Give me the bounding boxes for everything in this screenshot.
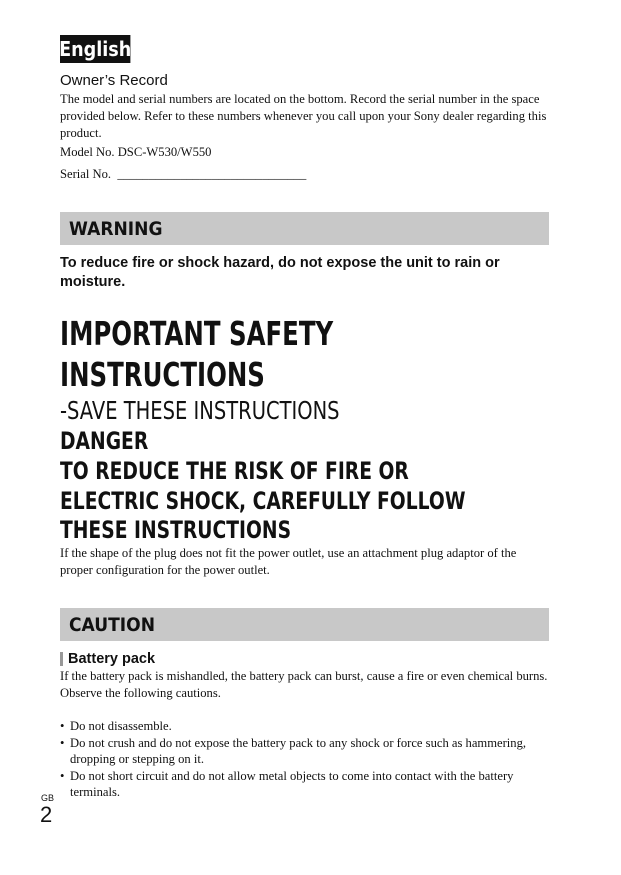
list-item [60, 718, 550, 735]
list-item-text: Do not disassemble. [70, 719, 172, 733]
danger-heading: DANGER [60, 427, 149, 455]
reduce-risk-line-1: TO REDUCE THE RISK OF FIRE OR [60, 457, 409, 485]
list-item [60, 768, 550, 801]
section-marker-bar [60, 652, 63, 666]
save-instructions-line: -SAVE THESE INSTRUCTIONS [60, 396, 340, 425]
warning-heading-band [60, 212, 549, 245]
reduce-risk-line-2: ELECTRIC SHOCK, CAREFULLY FOLLOW [60, 487, 466, 515]
owners-record-title: Owner’s Record [60, 72, 168, 89]
warning-text: To reduce fire or shock hazard, do not expose the unit to rain or moisture. [60, 255, 500, 290]
reduce-risk-line-3: THESE INSTRUCTIONS [60, 516, 292, 544]
list-item [60, 735, 550, 768]
battery-cautions-list [60, 718, 550, 801]
battery-pack-body: If the battery pack is mishandled, the battery pack can burst, cause a fire or even chemical burns. Observe the following cautions. [60, 669, 548, 700]
region-label: GB [41, 793, 55, 803]
language-badge: English [59, 37, 132, 61]
plug-adaptor-text: If the shape of the plug does not fit the power outlet, use an attachment plug adaptor of the proper configuration for the power outlet. [60, 546, 517, 577]
caution-heading: CAUTION [69, 613, 156, 636]
bullet-icon: • [60, 735, 65, 750]
safety-title-line-2: INSTRUCTIONS [60, 355, 265, 394]
owners-record-body: The model and serial numbers are located on the bottom. Record the serial number in the space provided below. Refer to these numbers whenever you call upon your Sony dealer regarding this product. [60, 92, 547, 140]
page-number: 2 [40, 802, 53, 827]
serial-number-line: Serial No. ______________________________ [60, 167, 307, 181]
caution-heading-band [60, 608, 549, 641]
list-item-text: Do not crush and do not expose the battery pack to any shock or force such as hammering, dropping or stepping on it. [70, 735, 527, 766]
bullet-icon: • [60, 768, 65, 783]
list-item-text: Do not short circuit and do not allow metal objects to come into contact with the battery terminals. [70, 768, 514, 799]
bullet-icon: • [60, 719, 65, 733]
model-number: Model No. DSC-W530/W550 [60, 145, 212, 159]
safety-title-line-1: IMPORTANT SAFETY [60, 314, 334, 353]
battery-pack-heading [60, 651, 155, 667]
battery-pack-heading-text: Battery pack [68, 651, 156, 667]
warning-heading: WARNING [69, 217, 163, 240]
